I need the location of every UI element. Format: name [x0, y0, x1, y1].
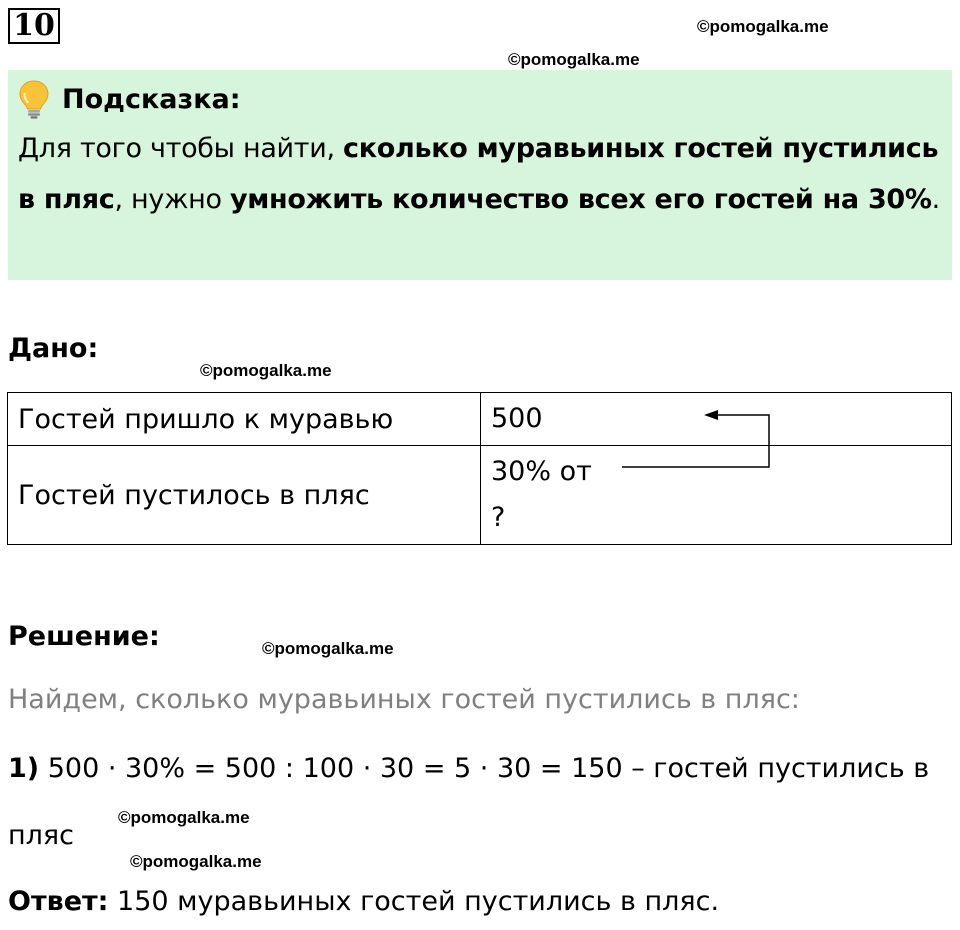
hint-text-part: . — [931, 184, 940, 215]
watermark: ©pomogalka.me — [130, 852, 262, 871]
task-number: 10 — [8, 8, 60, 44]
hint-emphasis: сколько муравьиных гостей пустились в пляс — [18, 133, 939, 215]
solution-label: Решение: — [8, 621, 160, 652]
hint-text-part: Для того чтобы найти, — [18, 133, 344, 164]
value-line: 30% от — [491, 456, 592, 487]
answer-label: Ответ: — [8, 886, 109, 917]
value-line: 500 — [491, 403, 543, 434]
solution-intro: Найдем, сколько муравьиных гостей пустились в пляс: — [8, 684, 800, 715]
solution-step — [8, 753, 929, 784]
given-label: Дано: — [8, 333, 99, 364]
watermark: ©pomogalka.me — [200, 361, 332, 380]
given-row-label: Гостей пустилось в пляс — [8, 446, 481, 545]
answer — [8, 886, 719, 917]
hint-emphasis: умножить количество всех его гостей на 30% — [229, 184, 932, 215]
watermark: ©pomogalka.me — [697, 17, 829, 36]
solution-step-continued: пляс — [8, 820, 74, 851]
hint-title: Подсказка: — [62, 83, 241, 115]
watermark: ©pomogalka.me — [508, 50, 640, 69]
given-row-label: Гостей пришло к муравью — [8, 393, 481, 446]
watermark: ©pomogalka.me — [118, 808, 250, 827]
hint-text-part: , нужно — [114, 184, 230, 215]
answer-text: 150 муравьиных гостей пустились в пляс. — [108, 886, 720, 917]
step-number: 1) — [8, 753, 40, 784]
value-line: ? — [491, 502, 506, 533]
watermark: ©pomogalka.me — [262, 639, 394, 658]
step-text: 500 · 30% = 500 : 100 · 30 = 5 · 30 = 150 – гостей пустились в — [39, 753, 930, 784]
